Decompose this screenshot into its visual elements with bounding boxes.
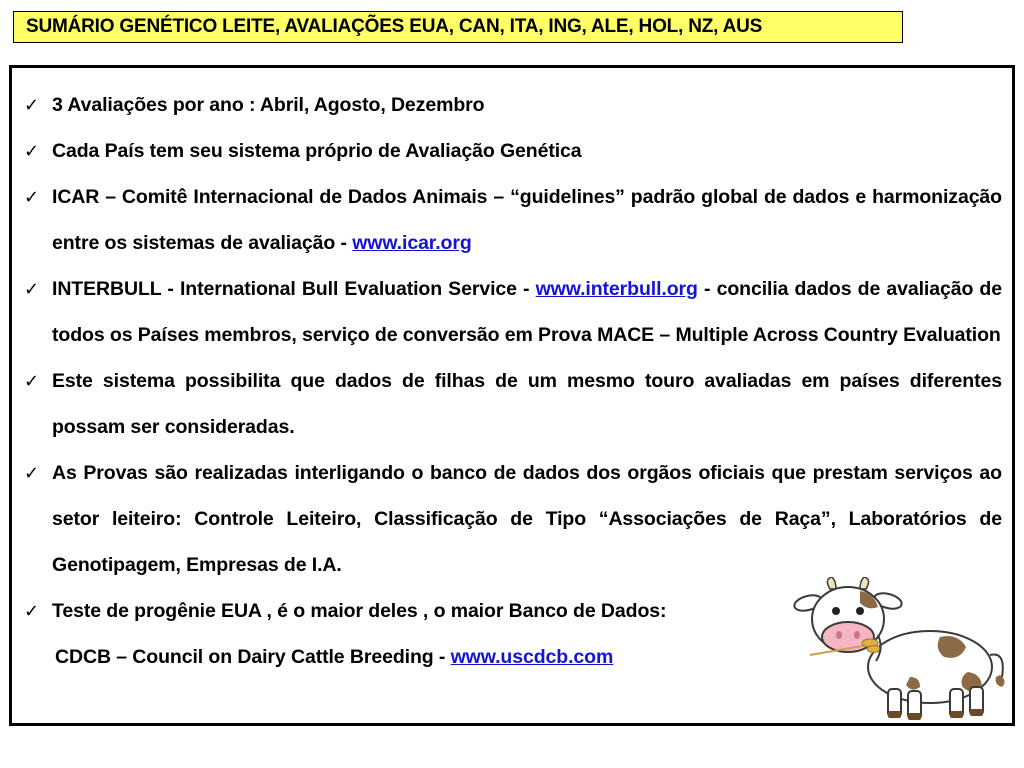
bullet-text: Este sistema possibilita que dados de filhas de um mesmo touro avaliadas em países diferentes possam ser consideradas. xyxy=(52,370,1002,438)
cow-nostril xyxy=(854,631,860,639)
bullet-text: As Provas são realizadas interligando o banco de dados dos orgãos oficiais que prestam serviços ao setor leiteiro: Controle Leiteiro, Classificação de Tipo “Associações de Raça”, Laboratórios de Genotipagem, Empresas de I.A. xyxy=(52,462,1002,576)
bullet-item xyxy=(12,358,1012,450)
cdcb-text: CDCB – Council on Dairy Cattle Breeding - xyxy=(55,646,451,668)
icar-link[interactable]: www.icar.org xyxy=(352,232,472,254)
check-icon: ✓ xyxy=(24,371,39,391)
bullet-text: ICAR – Comitê Internacional de Dados Animais – “guidelines” padrão global de dados e harmonização entre os sistemas de avaliação - xyxy=(52,186,1002,254)
bullet-text: Teste de progênie EUA , é o maior deles , o maior Banco de Dados: xyxy=(52,600,667,622)
cow-hoof xyxy=(970,709,983,716)
cow-tail-tip xyxy=(996,675,1005,687)
interbull-link[interactable]: www.interbull.org xyxy=(535,278,698,300)
title-text: SUMÁRIO GENÉTICO LEITE, AVALIAÇÕES EUA, CAN, ITA, ING, ALE, HOL, NZ, AUS xyxy=(26,16,763,37)
bullet-text: 3 Avaliações por ano : Abril, Agosto, Dezembro xyxy=(52,94,485,116)
check-icon: ✓ xyxy=(24,601,39,621)
bullet-item xyxy=(12,128,1012,174)
page-title xyxy=(13,11,903,43)
bullet-item xyxy=(12,174,1012,266)
check-icon: ✓ xyxy=(24,95,39,115)
bullet-text: Cada País tem seu sistema próprio de Avaliação Genética xyxy=(52,140,582,162)
cow-hoof xyxy=(908,713,921,720)
bullet-text: INTERBULL - International Bull Evaluation Service - xyxy=(52,278,536,300)
bullet-item xyxy=(12,82,1012,128)
cow-hoof xyxy=(888,711,901,718)
bullet-text-after: - concilia dados de avaliação de todos os Países membros, serviço de conversão em Prova MACE – Multiple Across Country Evaluation xyxy=(52,278,1002,346)
bullet-item xyxy=(12,450,1012,588)
bullet-item xyxy=(12,266,1012,358)
cow-illustration xyxy=(790,577,1010,727)
cow-horn xyxy=(860,577,869,589)
cow-eye xyxy=(856,607,864,615)
check-icon: ✓ xyxy=(24,279,39,299)
check-icon: ✓ xyxy=(24,187,39,207)
cow-horn xyxy=(827,577,836,589)
check-icon: ✓ xyxy=(24,141,39,161)
cow-eye xyxy=(832,607,840,615)
cow-hoof xyxy=(950,711,963,718)
cow-nostril xyxy=(836,631,842,639)
uscdcb-link[interactable]: www.uscdcb.com xyxy=(450,646,614,668)
wheat-grain xyxy=(867,646,881,653)
check-icon: ✓ xyxy=(24,463,39,483)
